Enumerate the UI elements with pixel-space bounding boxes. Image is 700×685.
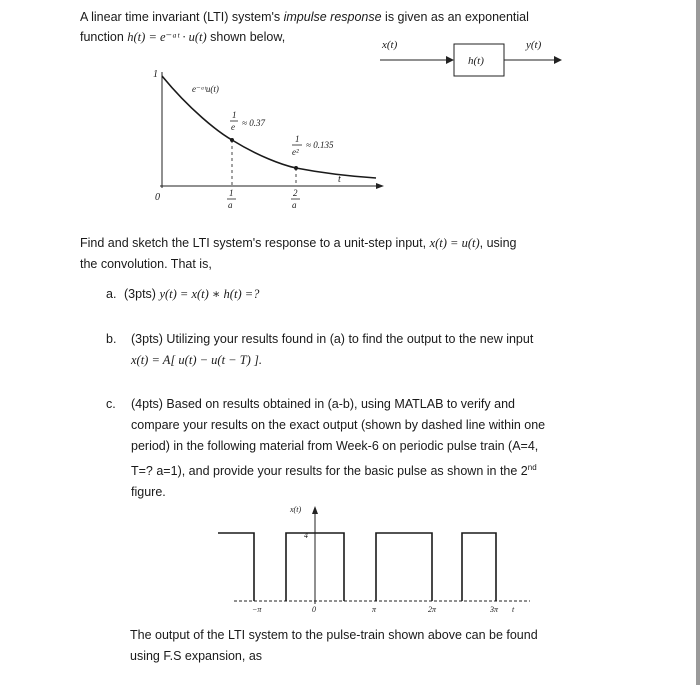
item-b: [131, 329, 626, 371]
frac-1-e-num: 1: [232, 110, 237, 120]
decay-curve-label: e⁻ᵃᵗu(t): [192, 84, 219, 94]
pulse-2: [462, 533, 496, 601]
impulse-response-formula: h(t) = e⁻ᵃᵗ · u(t): [127, 30, 207, 44]
frac-1-e2-den: e²: [292, 147, 299, 157]
task-line-1: [80, 233, 517, 254]
pulse-left-partial: [218, 533, 254, 601]
pulse-tick-2pi: 2π: [428, 605, 437, 614]
intro-text: A linear time invariant (LTI) system's: [80, 10, 284, 24]
item-c-line-1: (4pts) Based on results obtained in (a-b), using MATLAB to verify and: [131, 397, 515, 411]
x-tick-1-num: 1: [229, 188, 234, 198]
item-b-line-1: (3pts) Utilizing your results found in (a) to find the output to the new input: [131, 332, 534, 346]
decay-origin: 0: [155, 192, 160, 203]
footer-line-1: The output of the LTI system to the pulse-train shown above can be found: [130, 628, 538, 642]
pulse-t-label: t: [512, 605, 515, 614]
item-c-line-4-text: T=? a=1), and provide your results for the basic pulse as shown in the 2: [131, 464, 528, 479]
item-c-line-4: [131, 457, 626, 482]
value-0135: ≈ 0.135: [306, 140, 334, 150]
pulse-1: [376, 533, 432, 601]
intro-line-2: [80, 27, 285, 48]
pulse-tick-pi: π: [372, 605, 377, 614]
impulse-response-emphasis: impulse response: [283, 10, 382, 24]
footer-line-2: using F.S expansion, as: [130, 649, 263, 663]
point-037: [230, 138, 234, 142]
pulse-tick-0: 0: [312, 605, 316, 614]
frac-1-e2-num: 1: [295, 134, 300, 144]
decay-y-tick-1: 1: [153, 69, 158, 80]
intro-text-end: is given as an exponential: [381, 10, 529, 24]
convolution-formula: y(t) = x(t) ∗ h(t) =?: [159, 287, 260, 301]
pulse-amplitude: 4: [304, 531, 308, 540]
item-c-line-5: figure.: [131, 485, 166, 500]
x-tick-2-num: 2: [293, 188, 298, 198]
ordinal-suffix: nd: [527, 463, 537, 472]
value-037: ≈ 0.37: [242, 118, 265, 128]
impulse-response-plot: [140, 62, 390, 220]
item-c-line-2: compare your results on the exact output (shown by dashed line within one: [131, 418, 546, 432]
block-input-label: x(t): [382, 39, 398, 51]
task-text: Find and sketch the LTI system's response to a unit-step input,: [80, 236, 430, 250]
x-tick-2-den: a: [292, 200, 297, 210]
item-a: [124, 284, 259, 305]
point-0135: [294, 166, 298, 170]
pulse-y-label: x(t): [290, 505, 302, 514]
item-c: [131, 394, 626, 503]
output-arrowhead: [554, 56, 562, 64]
block-output-label: y(t): [526, 39, 542, 51]
page-edge: [696, 0, 700, 685]
frac-1-e-den: e: [231, 122, 235, 132]
shown-below-text: shown below,: [206, 30, 286, 44]
input-arrowhead: [446, 56, 454, 64]
item-a-points: (3pts): [124, 287, 160, 301]
x-tick-1-den: a: [228, 200, 233, 210]
decay-x-arrowhead: [376, 183, 384, 189]
new-input-formula: x(t) = A[ u(t) − u(t − T) ].: [131, 353, 262, 367]
function-word: function: [80, 30, 128, 44]
block-system-label: h(t): [468, 55, 484, 67]
pulse-train-plot: [214, 500, 534, 620]
pulse-tick-3pi: 3π: [490, 605, 499, 614]
item-a-label: a.: [106, 287, 117, 301]
item-c-label: c.: [106, 397, 116, 411]
task-line-2: the convolution. That is,: [80, 257, 212, 271]
task-text-end: , using: [479, 236, 517, 250]
unit-step-formula: x(t) = u(t): [429, 236, 480, 250]
block-diagram: [378, 36, 562, 84]
pulse-tick-neg-pi: −π: [252, 605, 262, 614]
pulse-y-arrowhead: [312, 506, 318, 514]
decay-t-label: t: [338, 174, 341, 185]
item-c-line-3: period) in the following material from Week-6 on periodic pulse train (A=4,: [131, 439, 539, 453]
intro-line-1: [80, 7, 529, 28]
item-b-label: b.: [106, 332, 117, 346]
